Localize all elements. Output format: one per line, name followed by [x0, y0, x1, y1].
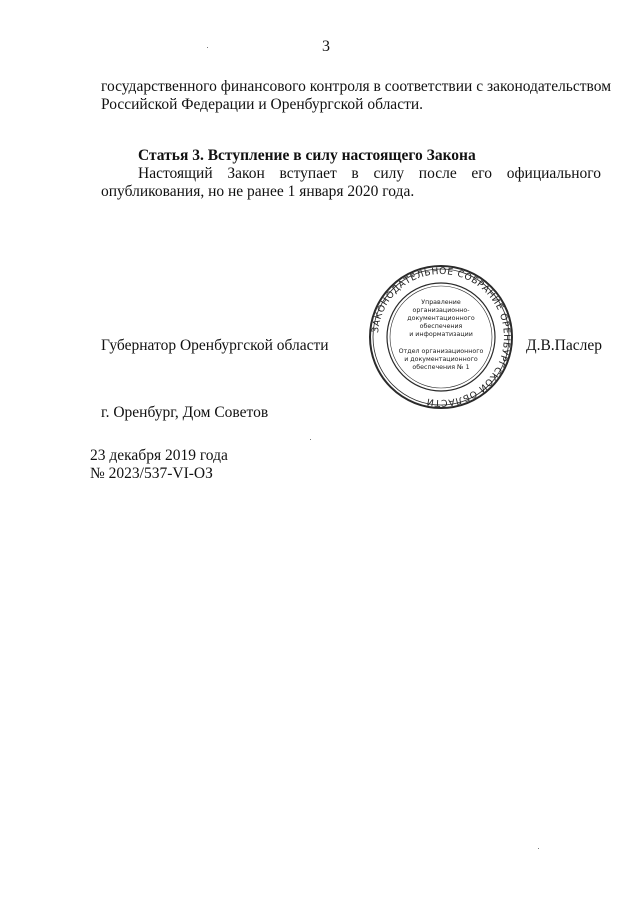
seal-inner-line: обеспечения № 1: [412, 364, 470, 371]
article-text-line-1: Настоящий Закон вступает в силу после его официального: [138, 165, 601, 182]
scan-speck: [207, 47, 208, 48]
seal-inner-line: Отдел организационного: [398, 348, 484, 355]
seal-inner-line: и документационного: [404, 356, 478, 363]
article-text-line-2: опубликования, но не ранее 1 января 2020 года.: [101, 183, 415, 200]
scan-speck: [538, 848, 539, 849]
continuation-line-1: государственного финансового контроля в соответствии с законодательством: [101, 78, 612, 95]
seal-inner-line: обеспечения: [419, 323, 463, 330]
continuation-line-2: Российской Федерации и Оренбургской области.: [101, 96, 424, 113]
seal-inner-line: организационно-: [412, 307, 470, 314]
signature-position: Губернатор Оренбургской области: [101, 337, 329, 354]
page-number: 3: [322, 38, 330, 55]
signing-date: 23 декабря 2019 года: [90, 447, 228, 464]
signature-name: Д.В.Паслер: [526, 337, 602, 354]
seal-inner-line: и информатизации: [409, 331, 473, 338]
seal-inner-line: Управление: [421, 299, 461, 306]
seal-inner-line: документационного: [407, 315, 475, 322]
official-seal: [368, 264, 514, 410]
seal-outer-text: ЗАКОНОДАТЕЛЬНОЕ СОБРАНИЕ ОРЕНБУРГСКОЙ ОБЛАСТИ: [370, 265, 513, 409]
document-number: № 2023/537-VI-ОЗ: [90, 465, 213, 482]
article-heading: Статья 3. Вступление в силу настоящего Закона: [138, 147, 476, 164]
scan-speck: [310, 439, 311, 440]
signing-place: г. Оренбург, Дом Советов: [101, 404, 269, 421]
